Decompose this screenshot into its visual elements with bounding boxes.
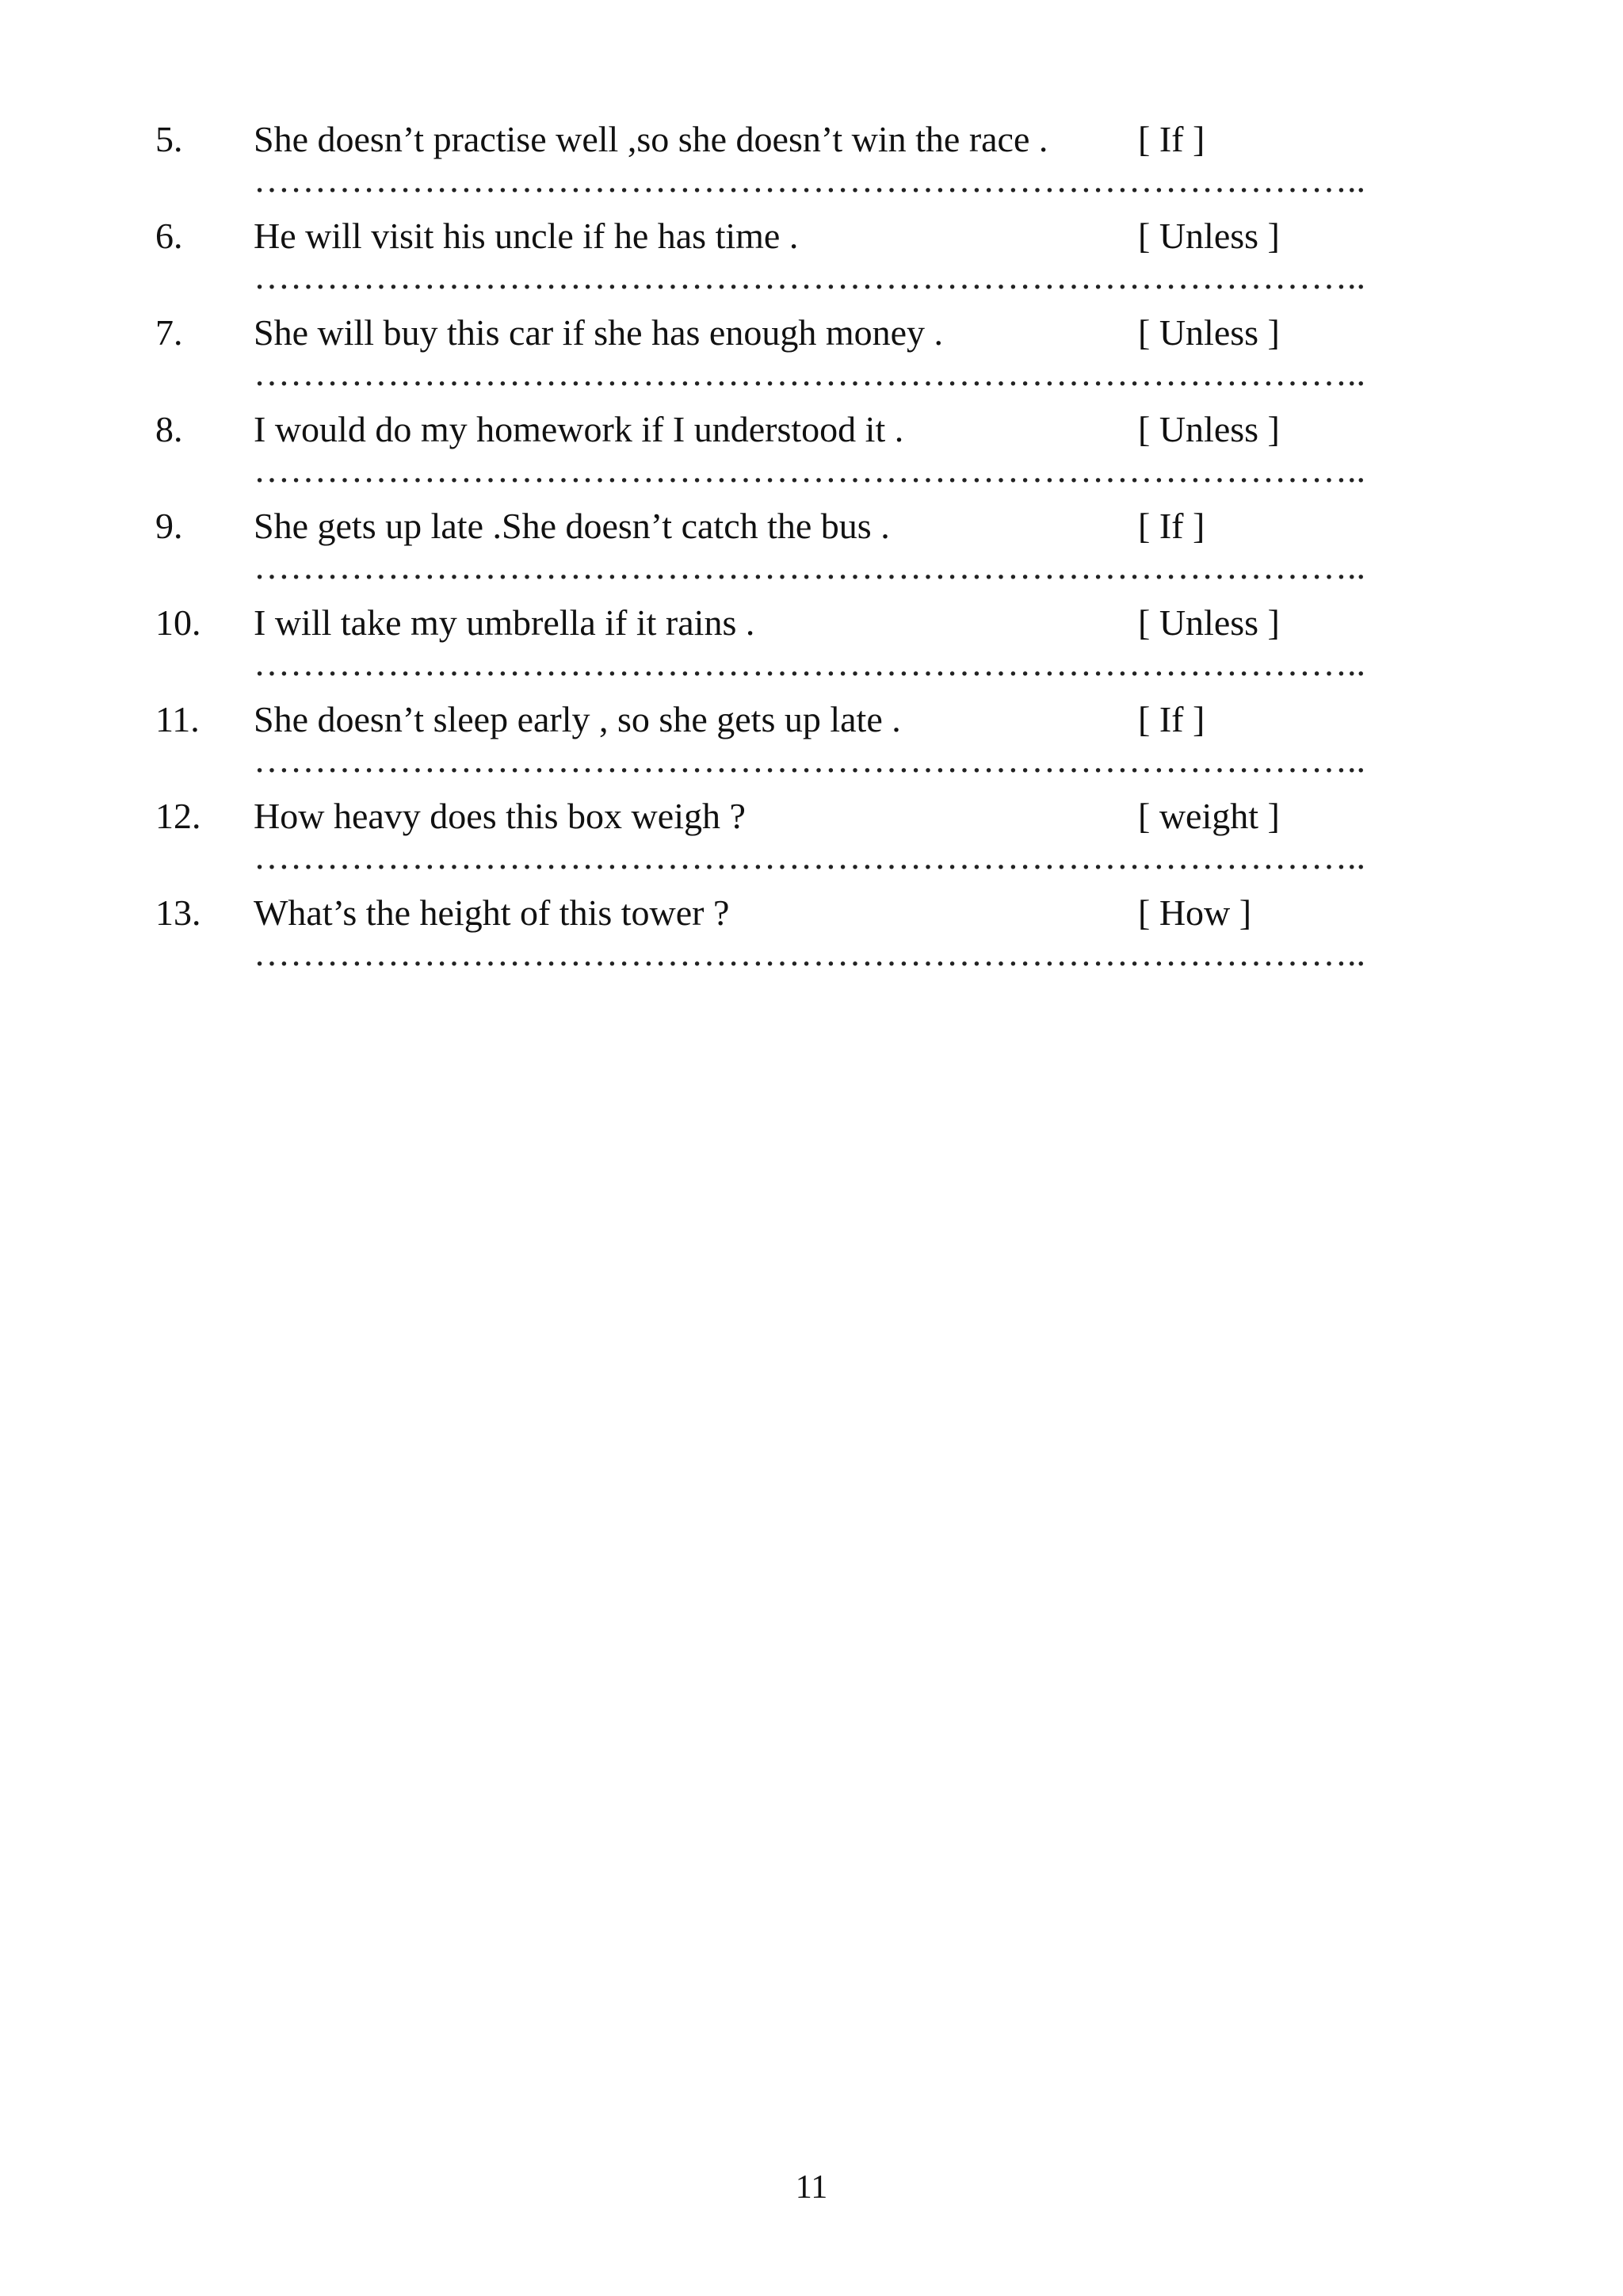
answer-line[interactable]: ……………………………………………………………………………….. bbox=[254, 837, 1365, 877]
exercise-item-11 bbox=[155, 696, 1439, 793]
item-hint: [ Unless ] bbox=[1138, 602, 1280, 643]
answer-line[interactable]: ……………………………………………………………………………….. bbox=[254, 547, 1365, 586]
exercise-item-13 bbox=[155, 889, 1439, 986]
exercise-item-7 bbox=[155, 309, 1439, 406]
item-number: 13. bbox=[155, 892, 201, 933]
answer-line[interactable]: ……………………………………………………………………………….. bbox=[254, 934, 1365, 973]
item-sentence: She doesn’t practise well ,so she doesn’t win the race . bbox=[254, 119, 1048, 159]
item-sentence: How heavy does this box weigh ? bbox=[254, 796, 746, 836]
exercise-list bbox=[155, 116, 1439, 986]
item-number: 7. bbox=[155, 312, 183, 353]
item-sentence: She will buy this car if she has enough money . bbox=[254, 312, 944, 353]
answer-line[interactable]: ……………………………………………………………………………….. bbox=[254, 353, 1365, 393]
page-number: 11 bbox=[795, 2169, 828, 2206]
item-sentence: What’s the height of this tower ? bbox=[254, 892, 730, 933]
item-hint: [ Unless ] bbox=[1138, 409, 1280, 449]
answer-line[interactable]: ……………………………………………………………………………….. bbox=[254, 160, 1365, 200]
item-hint: [ If ] bbox=[1138, 119, 1205, 159]
item-sentence: She gets up late .She doesn’t catch the bus . bbox=[254, 506, 890, 546]
item-number: 9. bbox=[155, 506, 183, 546]
item-sentence: I will take my umbrella if it rains . bbox=[254, 602, 755, 643]
item-sentence: She doesn’t sleep early , so she gets up late . bbox=[254, 699, 901, 739]
item-number: 8. bbox=[155, 409, 183, 449]
answer-line[interactable]: ……………………………………………………………………………….. bbox=[254, 740, 1365, 780]
item-hint: [ Unless ] bbox=[1138, 216, 1280, 256]
answer-line[interactable]: ……………………………………………………………………………….. bbox=[254, 450, 1365, 490]
exercise-item-12 bbox=[155, 793, 1439, 889]
item-sentence: He will visit his uncle if he has time . bbox=[254, 216, 799, 256]
exercise-item-10 bbox=[155, 599, 1439, 696]
item-number: 12. bbox=[155, 796, 201, 836]
item-sentence: I would do my homework if I understood it . bbox=[254, 409, 904, 449]
item-number: 5. bbox=[155, 119, 183, 159]
item-hint: [ How ] bbox=[1138, 892, 1252, 933]
exercise-item-9 bbox=[155, 502, 1439, 599]
item-hint: [ weight ] bbox=[1138, 796, 1280, 836]
exercise-item-6 bbox=[155, 212, 1439, 309]
item-hint: [ If ] bbox=[1138, 506, 1205, 546]
answer-line[interactable]: ……………………………………………………………………………….. bbox=[254, 644, 1365, 683]
item-number: 11. bbox=[155, 699, 200, 739]
item-hint: [ Unless ] bbox=[1138, 312, 1280, 353]
answer-line[interactable]: ……………………………………………………………………………….. bbox=[254, 257, 1365, 296]
item-hint: [ If ] bbox=[1138, 699, 1205, 739]
exercise-item-8 bbox=[155, 406, 1439, 502]
item-number: 10. bbox=[155, 602, 201, 643]
item-number: 6. bbox=[155, 216, 183, 256]
exercise-item-5 bbox=[155, 116, 1439, 212]
